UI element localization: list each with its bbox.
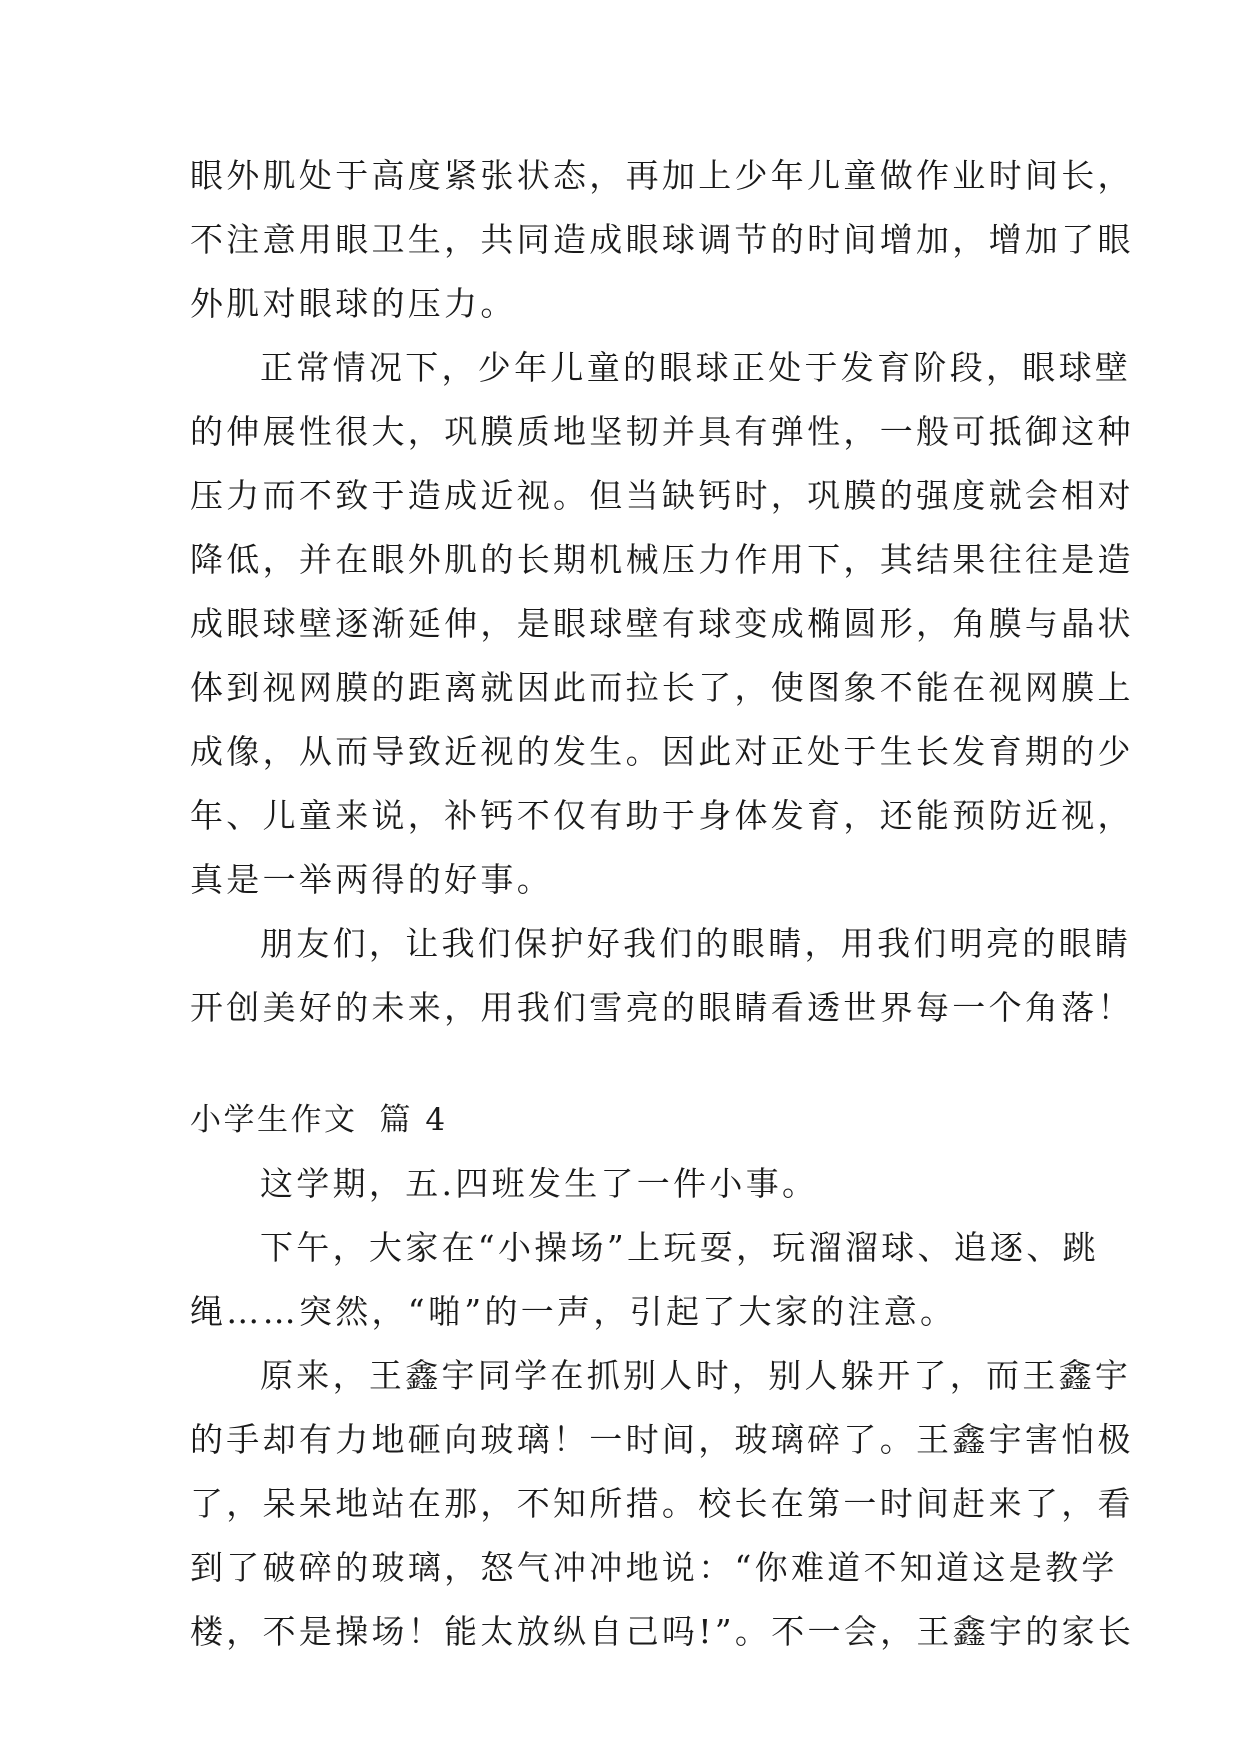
paragraph-4	[190, 1163, 1050, 1205]
text-line: 的伸展性很大，巩膜质地坚韧并具有弹性，一般可抵御这种	[190, 412, 1134, 451]
text-line: 降低，并在眼外肌的长期机械压力作用下，其结果往往是造	[190, 540, 1134, 579]
paragraph-1	[190, 155, 1134, 325]
paragraph-3	[190, 923, 1134, 1029]
text-line: 外肌对眼球的压力。	[190, 284, 517, 323]
text-line: 楼，不是操场！能太放纵自己吗!”。不一会，王鑫宇的家长	[190, 1612, 1135, 1651]
text-line: 成眼球壁逐渐延伸，是眼球壁有球变成椭圆形，角膜与晶状	[190, 604, 1134, 643]
text-line: 开创美好的未来，用我们雪亮的眼睛看透世界每一个角落！	[190, 988, 1134, 1027]
text-line: 正常情况下，少年儿童的眼球正处于发育阶段，眼球壁	[260, 348, 1132, 387]
paragraph-2	[190, 347, 1134, 901]
text-line: 成像，从而导致近视的发生。因此对正处于生长发育期的少	[190, 732, 1134, 771]
text-line: 眼外肌处于高度紧张状态，再加上少年儿童做作业时间长，	[190, 156, 1134, 195]
text-line: 真是一举两得的好事。	[190, 860, 553, 899]
text-line: 下午，大家在“小操场”上玩耍，玩溜溜球、追逐、跳	[260, 1228, 1099, 1267]
text-line: 这学期，五.四班发生了一件小事。	[260, 1164, 819, 1203]
section-title: 小学生作文	[190, 1102, 358, 1138]
text-line: 的手却有力地砸向玻璃！一时间，玻璃碎了。王鑫宇害怕极	[190, 1420, 1134, 1459]
text-line: 原来，王鑫宇同学在抓别人时，别人躲开了，而王鑫宇	[260, 1356, 1132, 1395]
paragraph-6	[190, 1355, 1135, 1653]
text-line: 到了破碎的玻璃，怒气冲冲地说：“你难道不知道这是教学	[190, 1548, 1118, 1587]
text-line: 年、儿童来说，补钙不仅有助于身体发育，还能预防近视，	[190, 796, 1134, 835]
text-line: 绳……突然，“啪”的一声，引起了大家的注意。	[190, 1292, 957, 1331]
text-line: 压力而不致于造成近视。但当缺钙时，巩膜的强度就会相对	[190, 476, 1134, 515]
text-line: 朋友们，让我们保护好我们的眼睛，用我们明亮的眼睛	[260, 924, 1132, 963]
text-line: 了，呆呆地站在那，不知所措。校长在第一时间赶来了，看	[190, 1484, 1134, 1523]
section-number: 篇 4	[379, 1102, 448, 1138]
document-page	[190, 155, 1135, 1675]
section-heading	[190, 1099, 1050, 1141]
text-line: 不注意用眼卫生，共同造成眼球调节的时间增加，增加了眼	[190, 220, 1134, 259]
paragraph-5	[190, 1227, 1099, 1333]
text-line: 体到视网膜的距离就因此而拉长了，使图象不能在视网膜上	[190, 668, 1134, 707]
